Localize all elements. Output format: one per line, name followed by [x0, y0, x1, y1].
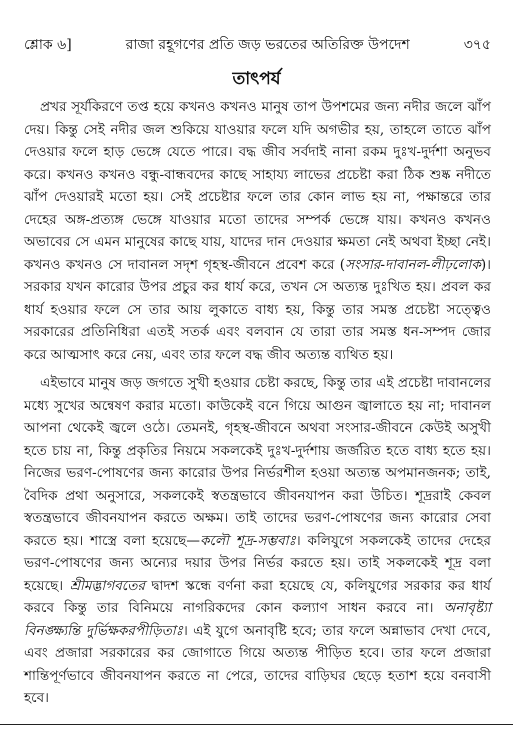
chapter-title: রাজা রহূগণের প্রতি জড় ভরতের অতিরিক্ত উপদেশ	[125, 37, 410, 53]
paragraph-2-quote-1: কলৌ শূদ্র-সম্ভবাঃ	[199, 532, 296, 549]
purport-heading: তাৎপর্য	[232, 69, 281, 89]
paragraph-1-text-a: প্রখর সূর্যকিরণে তপ্ত হয়ে কখনও কখনও মানুষ তাপ উপশমের জন্য নদীর জলে ঝাঁপ দেয়। কিন্তু সেই নদীর জল শুকিয়ে যাওয়ার ফলে যদি অগভীর হয়, তাহলে তাতে ঝাঁপ দেওয়ার ফলে হাড় ভেঙ্গে যেতে পারে। বদ্ধ জীব সর্বদাই নানা রকম দুঃখ-দুর্দশা অনুভব করে। কখনও কখনও বন্ধু-বান্ধবদের কাছে সাহায্য লাভের প্রচেষ্টা করা ঠিক শুষ্ক নদীতে ঝাঁপ দেওয়ারই মতো হয়। সেই প্রচেষ্টার ফলে তার কোন লাভ হয় না, পক্ষান্তরে তার দেহের অঙ্গ-প্রত্যঙ্গ ভেঙ্গে যাওয়ার মতো তাদের সম্পর্ক ভেঙ্গে যায়। কখনও কখনও অভাবের সে এমন মানুষের কাছে যায়, যাদের দান দেওয়ার ক্ষমতা নেই অথবা ইচ্ছা নেই। কখনও কখনও সে দাবানল সদৃশ গৃহস্থ-জীবনে প্রবেশ করে (	[24, 99, 491, 273]
paragraph-2-text-a: এইভাবে মানুষ জড় জগতে সুখী হওয়ার চেষ্টা করছে, কিন্তু তার এই প্রচেষ্টা দাবানলের মধ্যে সুখের অন্বেষণ করার মতো। কাউকেই বনে গিয়ে আগুন জ্বালাতে হয় না; দাবানল আপনা থেকেই জ্বলে ওঠে। তেমনই, গৃহস্থ-জীবনে অথবা সংসার-জীবনে কেউই অসুখী হতে চায় না, কিন্তু প্রকৃতির নিয়মে সকলকেই দুঃখ-দুর্দশায় জর্জরিত হতে বাধ্য হতে হয়। নিজের ভরণ-পোষণের জন্য কারোর উপর নির্ভরশীল হওয়া অত্যন্ত অপমানজনক; তাই, বৈদিক প্রথা অনুসারে, সকলকেই স্বতন্ত্রভাবে জীবনযাপন করা উচিত। শূদ্ররাই কেবল স্বতন্ত্রভাবে জীবনযাপন করতে অক্ষম। তাই তাদের ভরণ-পোষণের জন্য কারোর সেবা করতে হয়। শাস্ত্রে বলা হয়েছে—	[24, 375, 491, 549]
verse-reference: শ্লোক ৬]	[24, 37, 72, 53]
paragraph-2-text-d: । এই যুগে অনাবৃষ্টি হবে; তার ফলে অন্নাভাব দেখা দেবে, এবং প্রজারা সরকারের কর জোগাতে গিয়ে অত্যন্ত পীড়িত হবে। তার ফলে প্রজারা শান্তিপূর্ণভাবে জীবনযাপন করতে না পেরে, তাদের বাড়িঘর ছেড়ে হতাশ হয়ে বনবাসী হবে।	[24, 622, 491, 706]
footer-rule	[0, 724, 513, 725]
running-header	[24, 36, 491, 54]
purport-body	[24, 96, 491, 710]
paragraph-2-quote-2: অনাবৃষ্ট্যা বিনঙ্ক্ষ্যন্তি দুর্ভিক্ষকরপীড়িতাঃ	[24, 600, 491, 639]
paragraph-2-text-b: । কলিযুগে সকলকেই তাদের দেহের ভরণ-পোষণের জন্য অন্যের দয়ার উপর নির্ভর করতে হয়। তাই সকলকেই শূদ্র বলা হয়েছে।	[24, 532, 492, 594]
paragraph-1-text-b: )। সরকার যখন কারোর উপর প্রচুর কর ধার্য করে, তখন সে অত্যন্ত দুঃখিত হয়। প্রবল কর ধার্য হওয়ার ফলে সে তার আয় লুকাতে বাধ্য হয়, কিন্তু তার সমস্ত প্রচেষ্টা সত্ত্বেও সরকারের প্রতিনিধিরা এতই সতর্ক এবং বলবান যে তারা তার সমস্ত ধন-সম্পদ জোর করে আত্মসাৎ করে নেয়, এবং তার ফলে বদ্ধ জীব অত্যন্ত ব্যথিত হয়।	[24, 256, 491, 363]
paragraph-2-book-title: শ্রীমদ্ভাগবতের	[69, 577, 145, 594]
paragraph-1	[24, 96, 491, 366]
paragraph-2-text-c: দ্বাদশ স্কন্ধে বর্ণনা করা হয়েছে যে, কলিযুগের সরকার কর ধার্য করবে কিন্তু তার বিনিময়ে নাগরিকদের কোন কল্যাণ সাধন করবে না।	[24, 577, 491, 616]
paragraph-2	[24, 372, 491, 710]
page-number: ৩৭৫	[463, 37, 491, 53]
paragraph-1-quote: সংসার-দাবানল-লীঢ়লোক	[345, 256, 481, 273]
